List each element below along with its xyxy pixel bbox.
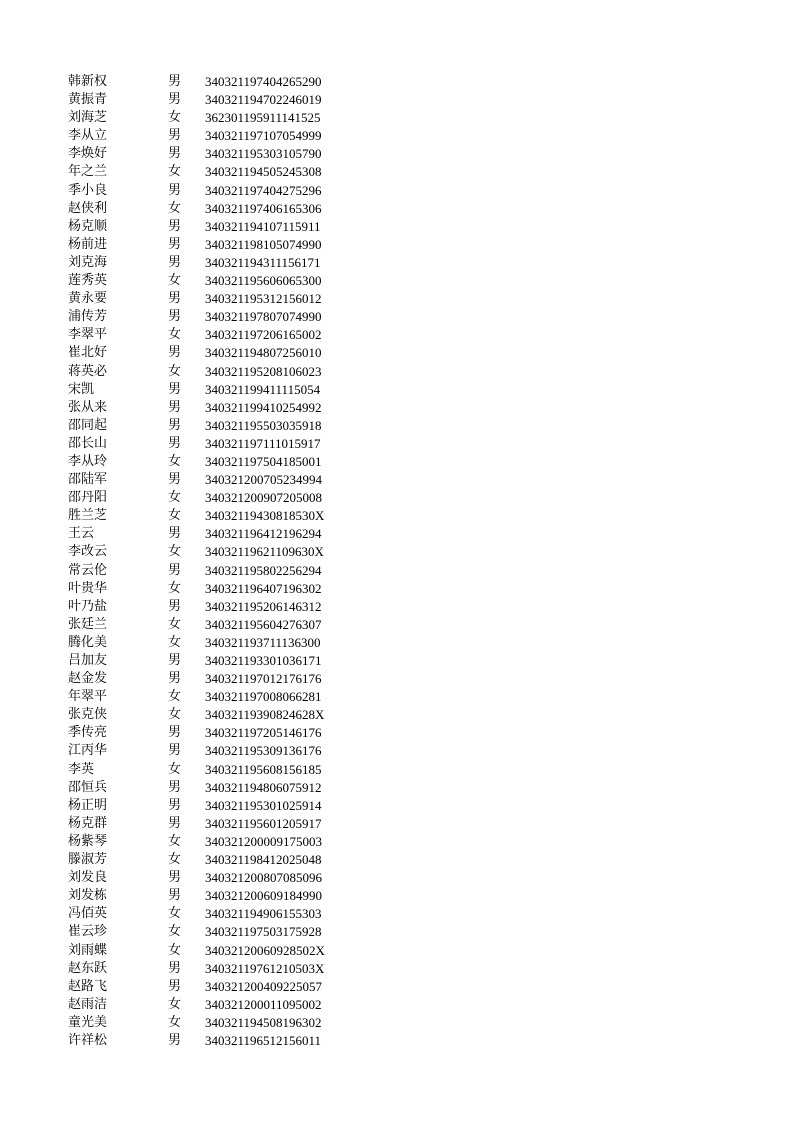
person-name-cell: 叶乃盐 xyxy=(68,598,108,614)
table-row xyxy=(68,200,368,218)
person-name-cell: 刘发良 xyxy=(68,870,108,886)
person-name-cell: 李从玲 xyxy=(68,453,108,469)
id-number-cell: 362301195911141525 xyxy=(205,110,321,126)
person-name-cell: 李改云 xyxy=(68,544,108,560)
id-number-cell: 340321197504185001 xyxy=(205,453,322,469)
id-number-cell: 340321194311156171 xyxy=(205,254,321,270)
gender-cell: 男 xyxy=(168,417,182,433)
id-number-cell: 340321193711136300 xyxy=(205,634,321,650)
person-name-cell: 杨正明 xyxy=(68,797,108,813)
person-name-cell: 季传亮 xyxy=(68,725,108,741)
gender-cell: 男 xyxy=(168,74,182,89)
person-name-cell: 杨紫琴 xyxy=(68,833,108,849)
table-row xyxy=(68,417,368,435)
gender-cell: 女 xyxy=(168,544,182,560)
gender-cell: 女 xyxy=(168,580,182,596)
gender-cell: 男 xyxy=(168,725,182,741)
table-row xyxy=(68,163,368,181)
person-name-cell: 刘雨蝶 xyxy=(68,942,108,958)
id-number-cell: 340321195604276307 xyxy=(205,616,322,632)
id-number-cell: 340321194505245308 xyxy=(205,164,322,180)
person-name-cell: 邵恒兵 xyxy=(68,779,108,795)
person-name-cell: 胜兰芝 xyxy=(68,508,108,524)
id-number-cell: 340321200009175003 xyxy=(205,833,322,849)
person-name-cell: 许祥松 xyxy=(68,1032,108,1048)
gender-cell: 男 xyxy=(168,888,182,904)
table-row xyxy=(68,543,368,561)
id-number-cell: 340321194508196302 xyxy=(205,1014,322,1030)
id-number-cell: 340321197206165002 xyxy=(205,327,322,343)
gender-cell: 男 xyxy=(168,182,182,198)
table-row xyxy=(68,1032,368,1050)
person-name-cell: 赵雨洁 xyxy=(68,996,108,1012)
person-name-cell: 邵同起 xyxy=(68,417,108,433)
person-name-cell: 崔北好 xyxy=(68,345,108,361)
gender-cell: 男 xyxy=(168,526,182,542)
gender-cell: 女 xyxy=(168,1014,182,1030)
gender-cell: 男 xyxy=(168,381,182,397)
gender-cell: 女 xyxy=(168,616,182,632)
person-name-cell: 浦传芳 xyxy=(68,309,108,325)
person-name-cell: 张从来 xyxy=(68,399,108,415)
id-number-cell: 340321195309136176 xyxy=(205,743,322,759)
gender-cell: 男 xyxy=(168,598,182,614)
id-number-cell: 340321199411115054 xyxy=(205,381,321,397)
id-number-cell: 340321195606065300 xyxy=(205,273,322,289)
person-name-cell: 叶贵华 xyxy=(68,580,108,596)
person-name-cell: 韩新权 xyxy=(68,74,108,89)
table-row xyxy=(68,942,368,960)
table-row xyxy=(68,978,368,996)
gender-cell: 男 xyxy=(168,254,182,270)
table-row xyxy=(68,923,368,941)
id-number-cell: 340321196412196294 xyxy=(205,526,322,542)
gender-cell: 男 xyxy=(168,1032,182,1048)
gender-cell: 女 xyxy=(168,689,182,705)
gender-cell: 女 xyxy=(168,363,182,379)
gender-cell: 男 xyxy=(168,671,182,687)
person-name-cell: 刘克海 xyxy=(68,254,108,270)
table-row xyxy=(68,308,368,326)
table-row xyxy=(68,580,368,598)
table-row xyxy=(68,381,368,399)
id-number-cell: 340321198105074990 xyxy=(205,236,322,252)
gender-cell: 男 xyxy=(168,743,182,759)
table-row xyxy=(68,435,368,453)
gender-cell: 女 xyxy=(168,996,182,1012)
table-row xyxy=(68,145,368,163)
table-row xyxy=(68,851,368,869)
table-row xyxy=(68,616,368,634)
gender-cell: 男 xyxy=(168,960,182,976)
id-number-cell: 340321195608156185 xyxy=(205,761,322,777)
person-name-cell: 滕淑芳 xyxy=(68,852,108,868)
person-name-cell: 李英 xyxy=(68,761,95,777)
person-name-cell: 张廷兰 xyxy=(68,616,108,632)
person-name-cell: 黄永要 xyxy=(68,291,108,307)
id-number-cell: 340321196512156011 xyxy=(205,1032,322,1048)
table-row xyxy=(68,326,368,344)
gender-cell: 女 xyxy=(168,110,182,126)
table-row xyxy=(68,797,368,815)
person-name-cell: 黄振青 xyxy=(68,92,108,108)
person-name-cell: 杨克群 xyxy=(68,815,108,831)
gender-cell: 女 xyxy=(168,707,182,723)
id-number-cell: 340321198412025048 xyxy=(205,852,322,868)
table-row xyxy=(68,344,368,362)
id-number-cell: 340321197404275296 xyxy=(205,182,322,198)
table-row xyxy=(68,706,368,724)
gender-cell: 女 xyxy=(168,634,182,650)
table-row xyxy=(68,869,368,887)
gender-cell: 女 xyxy=(168,273,182,289)
person-name-cell: 蒋英必 xyxy=(68,363,108,379)
gender-cell: 男 xyxy=(168,870,182,886)
id-number-cell: 340321195312156012 xyxy=(205,291,322,307)
id-number-cell: 34032119430818530X xyxy=(205,508,325,524)
gender-cell: 男 xyxy=(168,653,182,668)
gender-cell: 女 xyxy=(168,327,182,343)
id-number-cell: 340321200907205008 xyxy=(205,490,322,506)
id-number-cell: 340321196407196302 xyxy=(205,580,322,596)
table-row xyxy=(68,652,368,670)
table-row xyxy=(68,290,368,308)
gender-cell: 女 xyxy=(168,833,182,849)
id-number-cell: 340321194807256010 xyxy=(205,345,322,361)
id-number-cell: 340321197107054999 xyxy=(205,128,322,144)
person-name-cell: 冯佰英 xyxy=(68,906,108,922)
id-number-cell: 340321194702246019 xyxy=(205,92,322,108)
person-name-cell: 赵东跃 xyxy=(68,960,108,976)
person-name-cell: 李从立 xyxy=(68,128,108,144)
person-name-cell: 邵陆军 xyxy=(68,472,108,488)
table-row xyxy=(68,905,368,923)
gender-cell: 男 xyxy=(168,435,182,451)
person-name-cell: 年之兰 xyxy=(68,164,108,180)
gender-cell: 女 xyxy=(168,761,182,777)
table-row xyxy=(68,724,368,742)
id-number-cell: 340321200409225057 xyxy=(205,978,322,994)
id-number-cell: 340321197111015917 xyxy=(205,435,321,451)
gender-cell: 男 xyxy=(168,399,182,415)
id-number-cell: 340321199410254992 xyxy=(205,399,322,415)
table-row xyxy=(68,91,368,109)
person-name-cell: 赵侠利 xyxy=(68,200,108,216)
gender-cell: 女 xyxy=(168,906,182,922)
table-row xyxy=(68,779,368,797)
gender-cell: 女 xyxy=(168,852,182,868)
table-row xyxy=(68,960,368,978)
gender-cell: 女 xyxy=(168,942,182,958)
person-name-cell: 邵丹阳 xyxy=(68,490,108,506)
table-row xyxy=(68,272,368,290)
table-row xyxy=(68,507,368,525)
id-number-cell: 340321195303105790 xyxy=(205,146,322,162)
gender-cell: 男 xyxy=(168,815,182,831)
person-name-cell: 李焕好 xyxy=(68,146,108,162)
id-number-cell: 340321197205146176 xyxy=(205,725,322,741)
id-number-cell: 340321197012176176 xyxy=(205,671,322,687)
id-number-cell: 340321200705234994 xyxy=(205,472,322,488)
gender-cell: 男 xyxy=(168,236,182,252)
person-name-cell: 宋凯 xyxy=(68,381,95,397)
id-number-cell: 34032119761210503X xyxy=(205,960,325,976)
table-row xyxy=(68,761,368,779)
gender-cell: 女 xyxy=(168,453,182,469)
person-name-cell: 张克侠 xyxy=(68,707,108,723)
gender-cell: 男 xyxy=(168,309,182,325)
table-row xyxy=(68,399,368,417)
table-row xyxy=(68,109,368,127)
table-row xyxy=(68,363,368,381)
gender-cell: 男 xyxy=(168,291,182,307)
id-number-cell: 340321195601205917 xyxy=(205,815,322,831)
table-row xyxy=(68,127,368,145)
id-number-cell: 340321200609184990 xyxy=(205,888,322,904)
id-number-cell: 340321195301025914 xyxy=(205,797,322,813)
person-name-cell: 江丙华 xyxy=(68,743,108,759)
gender-cell: 男 xyxy=(168,128,182,144)
id-number-cell: 340321195208106023 xyxy=(205,363,322,379)
person-name-cell: 童光美 xyxy=(68,1014,108,1030)
id-number-cell: 340321195206146312 xyxy=(205,598,322,614)
person-name-cell: 赵金发 xyxy=(68,671,108,687)
gender-cell: 男 xyxy=(168,797,182,813)
gender-cell: 男 xyxy=(168,146,182,162)
table-row xyxy=(68,525,368,543)
person-name-cell: 王云 xyxy=(68,526,95,542)
id-number-cell: 340321194806075912 xyxy=(205,779,322,795)
id-number-cell: 340321197008066281 xyxy=(205,689,322,705)
person-name-cell: 赵路飞 xyxy=(68,978,108,994)
gender-cell: 女 xyxy=(168,490,182,506)
table-row xyxy=(68,996,368,1014)
gender-cell: 男 xyxy=(168,978,182,994)
table-row xyxy=(68,489,368,507)
table-row xyxy=(68,182,368,200)
id-number-cell: 340321195503035918 xyxy=(205,417,322,433)
table-row xyxy=(68,887,368,905)
person-name-cell: 李翠平 xyxy=(68,327,108,343)
table-row xyxy=(68,833,368,851)
gender-cell: 男 xyxy=(168,218,182,234)
id-number-cell: 340321197503175928 xyxy=(205,924,322,940)
gender-cell: 女 xyxy=(168,200,182,216)
person-name-cell: 常云伦 xyxy=(68,562,108,578)
person-name-cell: 吕加友 xyxy=(68,653,108,668)
table-row xyxy=(68,742,368,760)
id-number-cell: 34032119390824628X xyxy=(205,707,325,723)
id-number-cell: 340321197807074990 xyxy=(205,309,322,325)
gender-cell: 男 xyxy=(168,562,182,578)
table-row xyxy=(68,598,368,616)
person-name-cell: 腾化美 xyxy=(68,634,108,650)
person-name-cell: 杨克顺 xyxy=(68,218,108,234)
table-row xyxy=(68,254,368,272)
table-row xyxy=(68,453,368,471)
gender-cell: 女 xyxy=(168,164,182,180)
id-number-cell: 34032119621109630X xyxy=(205,544,324,560)
table-row xyxy=(68,471,368,489)
gender-cell: 男 xyxy=(168,92,182,108)
id-number-cell: 340321194906155303 xyxy=(205,906,322,922)
id-number-cell: 340321197404265290 xyxy=(205,74,322,89)
id-number-cell: 340321197406165306 xyxy=(205,200,322,216)
id-number-cell: 340321200011095002 xyxy=(205,996,322,1012)
person-name-cell: 邵长山 xyxy=(68,435,108,451)
person-name-cell: 刘发栋 xyxy=(68,888,108,904)
table-row xyxy=(68,236,368,254)
person-name-cell: 年翠平 xyxy=(68,689,108,705)
table-row xyxy=(68,73,368,91)
id-number-cell: 34032120060928502X xyxy=(205,942,325,958)
person-name-cell: 杨前进 xyxy=(68,236,108,252)
person-name-cell: 季小良 xyxy=(68,182,108,198)
table-row xyxy=(68,1014,368,1032)
id-number-cell: 340321194107115911 xyxy=(205,218,321,234)
id-number-cell: 340321195802256294 xyxy=(205,562,322,578)
table-row xyxy=(68,562,368,580)
table-row xyxy=(68,670,368,688)
roster-table xyxy=(68,73,368,1050)
gender-cell: 男 xyxy=(168,472,182,488)
person-name-cell: 崔云珍 xyxy=(68,924,108,940)
person-name-cell: 莲秀英 xyxy=(68,273,108,289)
table-row xyxy=(68,218,368,236)
gender-cell: 男 xyxy=(168,345,182,361)
table-row xyxy=(68,688,368,706)
gender-cell: 男 xyxy=(168,779,182,795)
gender-cell: 女 xyxy=(168,924,182,940)
person-name-cell: 刘海芝 xyxy=(68,110,108,126)
table-row xyxy=(68,815,368,833)
id-number-cell: 340321193301036171 xyxy=(205,653,322,668)
table-row xyxy=(68,634,368,652)
id-number-cell: 340321200807085096 xyxy=(205,870,322,886)
gender-cell: 女 xyxy=(168,508,182,524)
